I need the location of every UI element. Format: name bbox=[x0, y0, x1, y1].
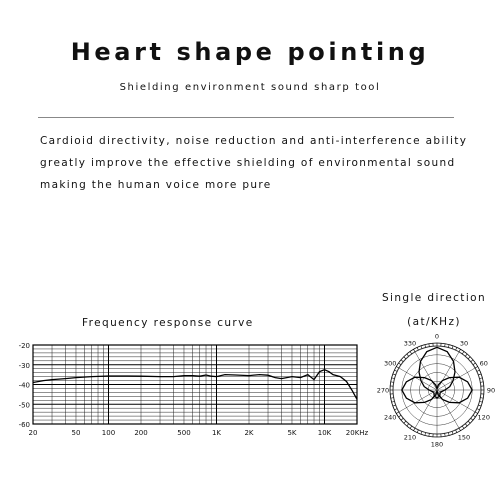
polar-tick bbox=[429, 433, 430, 436]
x-tick-label: 20KHz bbox=[345, 429, 369, 437]
polar-tick bbox=[401, 360, 403, 362]
angle-label: 180 bbox=[430, 440, 444, 449]
polar-tick bbox=[391, 382, 394, 383]
polar-tick bbox=[421, 431, 422, 434]
polar-tick bbox=[480, 401, 483, 402]
angle-label: 210 bbox=[403, 433, 417, 442]
polar-tick bbox=[480, 378, 483, 379]
y-tick-label: -40 bbox=[18, 381, 30, 390]
polar-tick bbox=[473, 415, 475, 417]
polar-tick bbox=[394, 409, 397, 410]
divider bbox=[38, 117, 454, 118]
description bbox=[40, 130, 480, 196]
polar-tick bbox=[398, 415, 400, 417]
polar-tick bbox=[414, 428, 416, 431]
polar-spoke bbox=[437, 390, 475, 412]
polar-tick bbox=[478, 405, 481, 406]
polar-tick bbox=[480, 382, 483, 383]
angle-label: 30 bbox=[459, 339, 469, 348]
polar-tick bbox=[407, 354, 409, 356]
polar-tick bbox=[459, 428, 461, 431]
x-tick-label: 2K bbox=[244, 429, 254, 437]
polar-spoke bbox=[399, 368, 437, 390]
polar-tick bbox=[462, 426, 464, 428]
polar-tick bbox=[394, 370, 397, 371]
polar-tick bbox=[425, 433, 426, 436]
polar-tick bbox=[393, 405, 396, 406]
polar-tick bbox=[462, 351, 464, 353]
polar-tick bbox=[404, 421, 406, 423]
polar-tick bbox=[421, 346, 422, 349]
polar-tick bbox=[456, 347, 457, 350]
angle-label: 330 bbox=[403, 339, 417, 348]
polar-tick bbox=[396, 367, 399, 369]
angle-label: 300 bbox=[384, 359, 397, 368]
x-tick-label: 50 bbox=[71, 429, 81, 437]
polar-tick bbox=[471, 360, 473, 362]
angle-label: 150 bbox=[457, 433, 471, 442]
x-tick-label: 20 bbox=[28, 429, 38, 437]
polar-tick bbox=[477, 409, 480, 410]
x-tick-label: 1K bbox=[211, 429, 222, 437]
angle-label: 0 bbox=[434, 332, 440, 341]
x-tick-label: 5K bbox=[287, 429, 297, 437]
polar-tick bbox=[456, 430, 457, 433]
polar-tick bbox=[445, 433, 446, 436]
polar-tick bbox=[404, 357, 406, 359]
description-line: greatly improve the effective shielding of environmental sound bbox=[40, 157, 456, 169]
y-tick-label: -30 bbox=[18, 361, 30, 370]
polar-tick bbox=[407, 424, 409, 426]
x-tick-label: 200 bbox=[134, 429, 148, 437]
polar-tick bbox=[468, 421, 470, 423]
angle-label: 240 bbox=[384, 413, 397, 422]
polar-tick bbox=[401, 418, 403, 420]
y-tick-label: -20 bbox=[18, 342, 30, 350]
angle-label: 60 bbox=[479, 359, 488, 368]
angle-label: 90 bbox=[486, 386, 496, 395]
polar-tick bbox=[391, 398, 394, 399]
polar-tick bbox=[425, 345, 426, 348]
page-subtitle: Shielding environment sound sharp tool bbox=[119, 82, 381, 93]
polar-tick bbox=[417, 347, 418, 350]
polar-tick bbox=[396, 412, 399, 414]
polar-spoke bbox=[437, 352, 459, 390]
polar-spoke bbox=[415, 352, 437, 390]
polar-spoke bbox=[437, 390, 459, 428]
angle-label: 120 bbox=[477, 413, 490, 422]
polar-spoke bbox=[415, 390, 437, 428]
polar-tick bbox=[459, 349, 461, 352]
polar-spoke bbox=[399, 390, 437, 412]
polar-tick bbox=[392, 378, 395, 379]
frequency-response-chart bbox=[0, 330, 369, 440]
polar-tick bbox=[465, 424, 467, 426]
polar-tick bbox=[410, 351, 412, 353]
polar-tick bbox=[465, 354, 467, 356]
description-line: making the human voice more pure bbox=[40, 179, 272, 191]
polar-tick bbox=[452, 346, 453, 349]
polar-tick bbox=[468, 357, 470, 359]
x-tick-label: 10K bbox=[317, 429, 332, 437]
x-tick-label: 500 bbox=[177, 429, 191, 437]
polar-tick bbox=[448, 345, 449, 348]
polar-chart-label: Single direction bbox=[381, 292, 487, 304]
description-line: Cardioid directivity, noise reduction and anti-interference ability bbox=[40, 135, 468, 147]
page-title: Heart shape pointing bbox=[70, 38, 430, 66]
polar-tick bbox=[478, 374, 481, 375]
y-tick-label: -50 bbox=[18, 401, 30, 410]
polar-tick bbox=[393, 374, 396, 375]
polar-tick bbox=[471, 418, 473, 420]
polar-tick bbox=[410, 426, 412, 428]
polar-tick bbox=[480, 398, 483, 399]
x-tick-label: 100 bbox=[101, 429, 116, 437]
y-tick-label: -60 bbox=[18, 421, 30, 429]
polar-tick bbox=[475, 367, 478, 369]
polar-tick bbox=[392, 401, 395, 402]
polar-pattern-chart bbox=[365, 330, 500, 450]
polar-tick bbox=[414, 349, 416, 352]
polar-chart-unit: (at/KHz) bbox=[407, 316, 461, 328]
polar-tick bbox=[452, 431, 453, 434]
polar-tick bbox=[398, 363, 400, 365]
polar-tick bbox=[445, 344, 446, 347]
polar-tick bbox=[417, 430, 418, 433]
polar-tick bbox=[429, 344, 430, 347]
polar-tick bbox=[473, 363, 475, 365]
polar-tick bbox=[477, 370, 480, 371]
angle-label: 270 bbox=[376, 386, 390, 395]
frequency-chart-label: Frequency response curve bbox=[82, 317, 254, 329]
polar-tick bbox=[448, 433, 449, 436]
polar-spoke bbox=[437, 368, 475, 390]
